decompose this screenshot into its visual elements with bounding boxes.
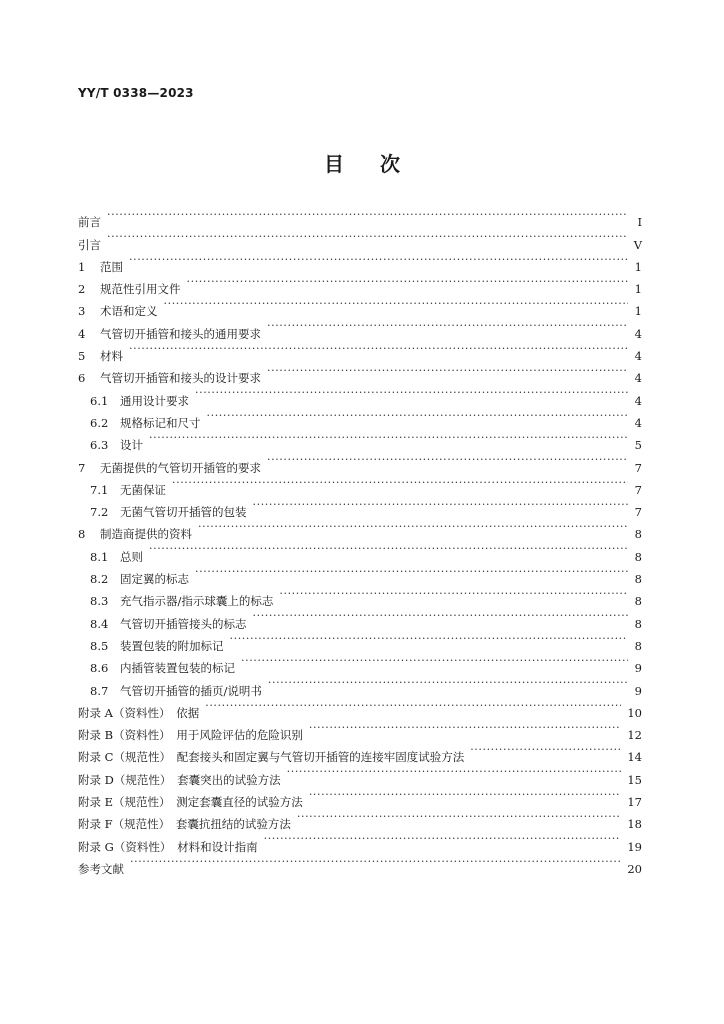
toc-entry-label: 附录 F（规范性） 套囊抗扭结的试验方法 <box>78 817 291 832</box>
toc-entry-number: 3 <box>78 304 86 319</box>
toc-entry-page: 17 <box>627 795 642 810</box>
toc-leader-dots <box>253 605 629 627</box>
toc-entry-number: 4 <box>78 326 86 341</box>
toc-entry[interactable] <box>78 338 642 364</box>
toc-entry-label: 气管切开插管和接头的通用要求 <box>100 326 261 341</box>
toc-entry-page: 8 <box>634 594 642 609</box>
toc-entry-label: 附录 C（规范性） 配套接头和固定翼与气管切开插管的连接牢固度试验方法 <box>78 750 465 765</box>
toc-leader-dots <box>164 293 629 315</box>
toc-leader-dots <box>172 472 628 494</box>
toc-leader-dots <box>107 204 628 226</box>
toc-entry[interactable] <box>78 360 642 386</box>
toc-entry-page: 10 <box>627 705 642 720</box>
toc-entry-page: 4 <box>634 326 642 341</box>
toc-entry-number: 8.5 <box>90 638 109 653</box>
toc-leader-dots <box>287 761 622 783</box>
toc-entry-label: 规范性引用文件 <box>100 282 181 297</box>
toc-entry-label: 气管切开插管接头的标志 <box>120 616 247 631</box>
toc-entry-number: 7 <box>78 460 86 475</box>
toc-entry-label: 无菌提供的气管切开插管的要求 <box>100 460 261 475</box>
toc-entry-number: 8.1 <box>90 549 109 564</box>
toc-leader-dots <box>241 650 628 672</box>
toc-entry[interactable] <box>78 249 642 274</box>
toc-entry-label: 设计 <box>120 438 143 453</box>
toc-entry-label: 参考文献 <box>78 861 124 876</box>
toc-entry-page: 7 <box>634 482 642 497</box>
toc-leader-dots <box>267 315 628 337</box>
toc-entry-number: 2 <box>78 282 86 297</box>
toc-entry-label: 术语和定义 <box>100 304 158 319</box>
toc-entry-number: 8 <box>78 527 86 542</box>
toc-entry-number: 7.1 <box>90 482 109 497</box>
toc-entry-label: 引言 <box>78 237 101 252</box>
toc-entry[interactable] <box>78 427 642 453</box>
toc-entry[interactable] <box>78 449 642 475</box>
toc-entry-number: 8.4 <box>90 616 109 631</box>
toc-leader-dots <box>309 784 622 806</box>
toc-entry-page: 4 <box>634 393 642 408</box>
toc-entry-page: 8 <box>634 616 642 631</box>
toc-entry[interactable] <box>78 538 642 564</box>
toc-leader-dots <box>129 249 628 271</box>
toc-entry-page: Ⅰ <box>637 215 642 230</box>
toc-entry-label: 装置包装的附加标记 <box>120 638 224 653</box>
toc-entry[interactable] <box>78 271 642 297</box>
toc-entry-page: 8 <box>634 572 642 587</box>
toc-entry-page: Ⅴ <box>633 237 642 252</box>
toc-entry-page: 8 <box>634 527 642 542</box>
toc-entry-page: 9 <box>634 661 642 676</box>
toc-entry-label: 材料 <box>100 349 123 364</box>
toc-leader-dots <box>198 516 628 538</box>
toc-leader-dots <box>230 628 629 650</box>
toc-entry-label: 制造商提供的资料 <box>100 527 192 542</box>
toc-entry-number: 7.2 <box>90 505 109 520</box>
toc-leader-dots <box>268 672 628 694</box>
toc-entry-label: 附录 B（资料性） 用于风险评估的危险识别 <box>78 728 303 743</box>
toc-entry-label: 附录 G（资料性） 材料和设计指南 <box>78 839 258 854</box>
toc-entry-label: 内插管装置包装的标记 <box>120 661 235 676</box>
toc-leader-dots <box>267 449 628 471</box>
toc-entry-page: 18 <box>627 817 642 832</box>
toc-entry-number: 8.3 <box>90 594 109 609</box>
toc-entry-page: 4 <box>634 415 642 430</box>
toc-entry-page: 8 <box>634 549 642 564</box>
toc-entry-page: 7 <box>634 460 642 475</box>
toc-entry-page: 14 <box>627 750 642 765</box>
toc-entry-page: 9 <box>634 683 642 698</box>
toc-entry-page: 5 <box>634 438 642 453</box>
toc-entry-label: 前言 <box>78 215 101 230</box>
toc-leader-dots <box>130 851 621 873</box>
toc-leader-dots <box>149 538 628 560</box>
toc-leader-dots <box>195 382 628 404</box>
toc-entry-number: 1 <box>78 259 86 274</box>
toc-leader-dots <box>205 695 621 717</box>
toc-leader-dots <box>264 828 622 850</box>
toc-entry-number: 8.6 <box>90 661 109 676</box>
toc-leader-dots <box>149 427 628 449</box>
toc-entry-page: 4 <box>634 371 642 386</box>
toc-entry-number: 8.7 <box>90 683 109 698</box>
toc-entry-label: 气管切开插管和接头的设计要求 <box>100 371 261 386</box>
toc-leader-dots <box>309 717 622 739</box>
toc-entry-label: 气管切开插管的插页/说明书 <box>120 683 262 698</box>
toc-entry[interactable] <box>78 293 642 319</box>
toc-entry-label: 固定翼的标志 <box>120 572 189 587</box>
toc-entry-label: 范围 <box>100 259 123 274</box>
toc-entry[interactable] <box>78 561 642 587</box>
toc-entry-page: 4 <box>634 349 642 364</box>
table-of-contents <box>78 204 642 876</box>
toc-entry-number: 6 <box>78 371 86 386</box>
toc-entry-label: 附录 D（规范性） 套囊突出的试验方法 <box>78 772 281 787</box>
toc-leader-dots <box>207 405 629 427</box>
toc-entry[interactable] <box>78 204 642 230</box>
toc-entry-page: 1 <box>634 282 642 297</box>
toc-leader-dots <box>253 494 629 516</box>
toc-entry-page: 20 <box>627 861 642 876</box>
toc-entry-page: 1 <box>634 304 642 319</box>
toc-entry-number: 6.2 <box>90 415 109 430</box>
toc-entry-number: 5 <box>78 349 86 364</box>
toc-entry-page: 1 <box>634 259 642 274</box>
toc-entry-page: 7 <box>634 505 642 520</box>
toc-leader-dots <box>267 360 628 382</box>
toc-leader-dots <box>279 583 628 605</box>
toc-leader-dots <box>129 338 628 360</box>
toc-entry[interactable] <box>78 851 642 876</box>
toc-entry-label: 附录 E（规范性） 测定套囊直径的试验方法 <box>78 795 303 810</box>
toc-entry-label: 规格标记和尺寸 <box>120 415 201 430</box>
toc-entry-page: 8 <box>634 638 642 653</box>
standard-code: YY/T 0338—2023 <box>78 86 194 100</box>
toc-entry-number: 6.3 <box>90 438 109 453</box>
toc-entry-label: 无菌保证 <box>120 482 166 497</box>
toc-entry-label: 附录 A（资料性） 依据 <box>78 705 200 720</box>
toc-entry-label: 无菌气管切开插管的包装 <box>120 505 247 520</box>
toc-entry-number: 6.1 <box>90 393 109 408</box>
toc-leader-dots <box>107 226 628 248</box>
page-title: 目次 <box>324 152 436 176</box>
toc-entry[interactable] <box>78 226 642 252</box>
toc-leader-dots <box>470 739 621 761</box>
toc-leader-dots <box>297 806 621 828</box>
toc-leader-dots <box>195 561 628 583</box>
toc-entry-page: 19 <box>627 839 642 854</box>
toc-entry-label: 总则 <box>120 549 143 564</box>
toc-entry-page: 15 <box>627 772 642 787</box>
toc-leader-dots <box>187 271 629 293</box>
toc-entry-label: 充气指示器/指示球囊上的标志 <box>120 594 274 609</box>
toc-entry-number: 8.2 <box>90 572 109 587</box>
toc-entry-label: 通用设计要求 <box>120 393 189 408</box>
toc-entry-page: 12 <box>627 728 642 743</box>
